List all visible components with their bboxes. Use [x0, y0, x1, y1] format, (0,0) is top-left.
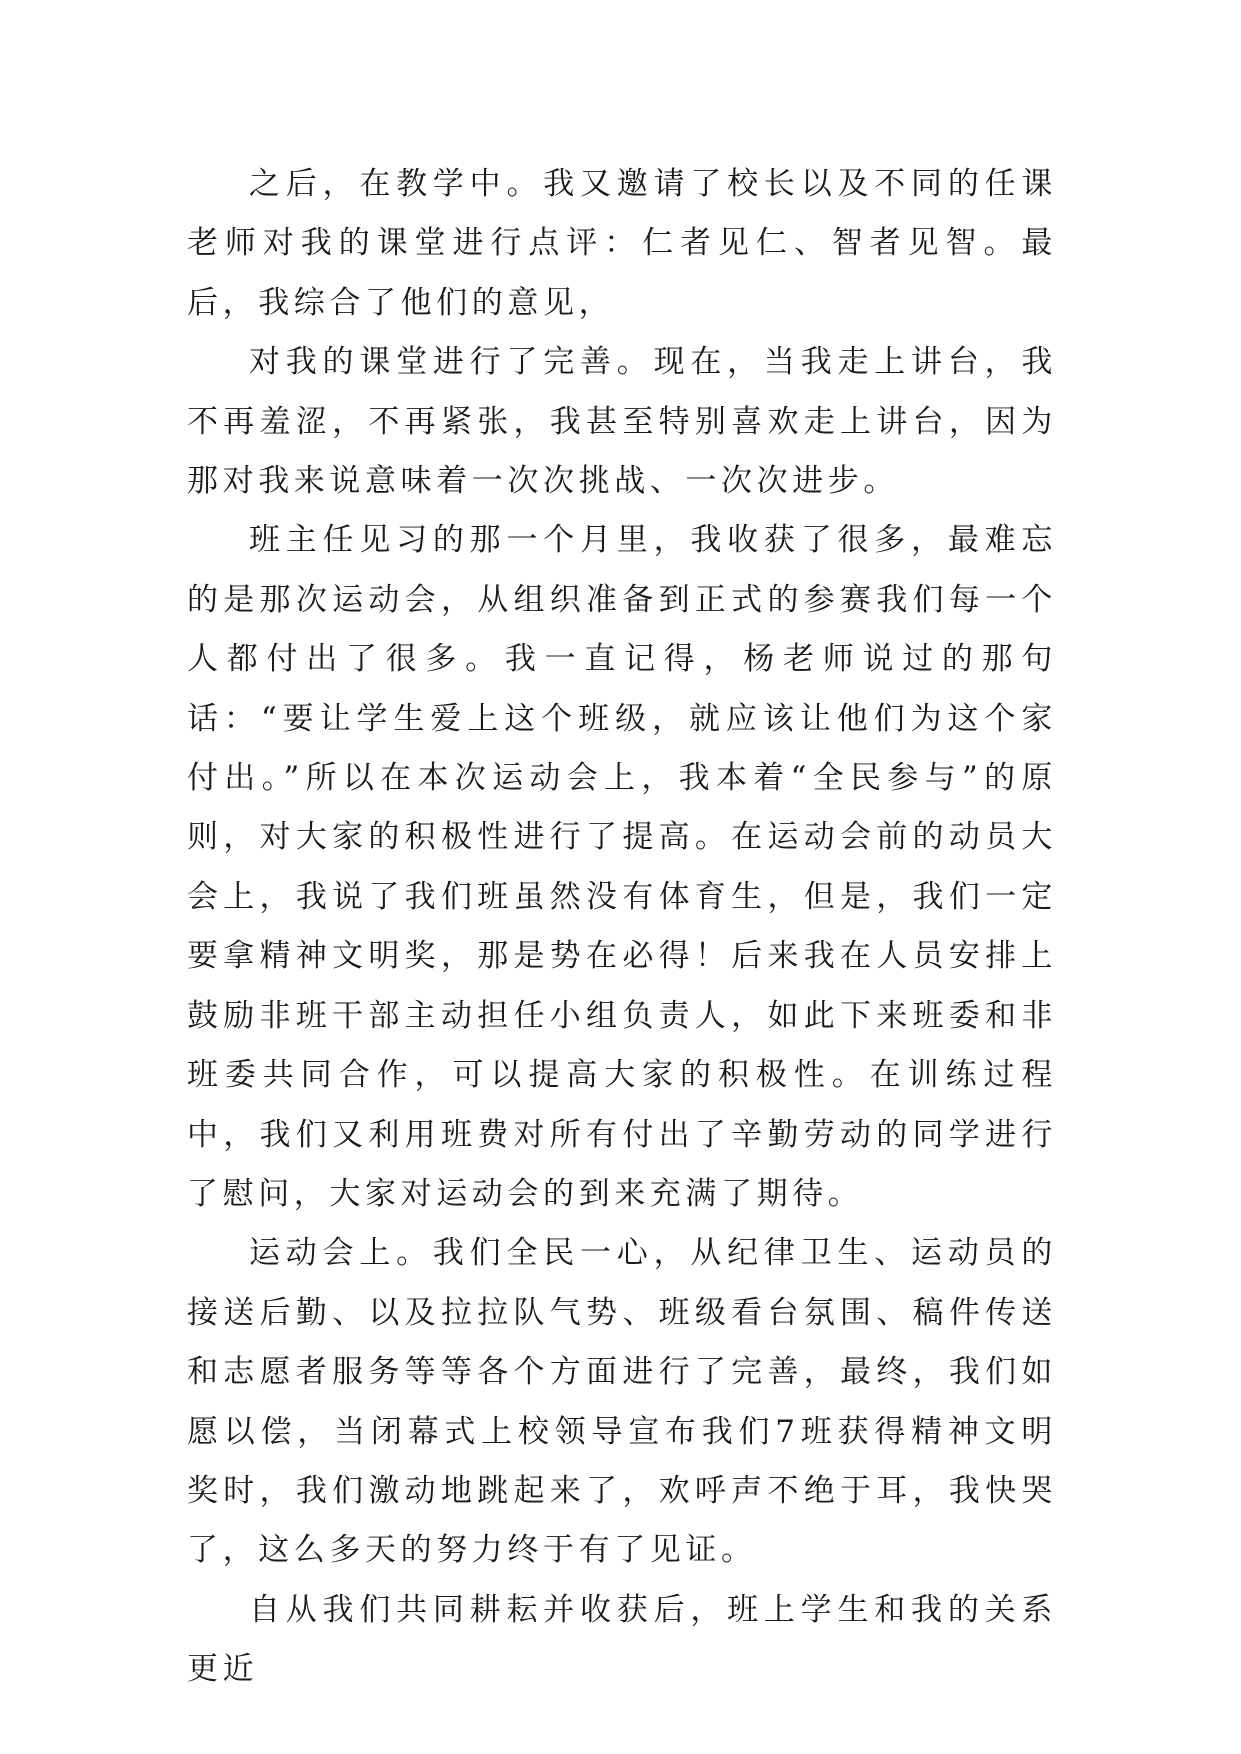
- paragraph: 班主任见习的那一个月里，我收获了很多，最难忘的是那次运动会，从组织准备到正式的参赛我们每一个人都付出了很多。我一直记得，杨老师说过的那句话：“要让学生爱上这个班级，就应该让他们为这个家付出。”所以在本次运动会上，我本着“全民参与”的原则，对大家的积极性进行了提高。在运动会前的动员大会上，我说了我们班虽然没有体育生，但是，我们一定要拿精神文明奖，那是势在必得！后来我在人员安排上鼓励非班干部主动担任小组负责人，如此下来班委和非班委共同合作，可以提高大家的积极性。在训练过程中，我们又利用班费对所有付出了辛勤劳动的同学进行了慰问，大家对运动会的到来充满了期待。: [187, 522, 1057, 1212]
- document-body: [187, 155, 1057, 1700]
- paragraph: 运动会上。我们全民一心，从纪律卫生、运动员的接送后勤、以及拉拉队气势、班级看台氛围、稿件传送和志愿者服务等等各个方面进行了完善，最终，我们如愿以偿，当闭幕式上校领导宣布我们7班获得精神文明奖时，我们激动地跳起来了，欢呼声不绝于耳，我快哭了，这么多天的努力终于有了见证。: [187, 1235, 1057, 1569]
- paragraph: 对我的课堂进行了完善。现在，当我走上讲台，我不再羞涩，不再紧张，我甚至特别喜欢走上讲台，因为那对我来说意味着一次次挑战、一次次进步。: [187, 344, 1057, 500]
- paragraph: 自从我们共同耕耘并收获后，班上学生和我的关系更近: [187, 1591, 1057, 1688]
- paragraph: 之后，在教学中。我又邀请了校长以及不同的任课老师对我的课堂进行点评：仁者见仁、智者见智。最后，我综合了他们的意见，: [187, 166, 1057, 321]
